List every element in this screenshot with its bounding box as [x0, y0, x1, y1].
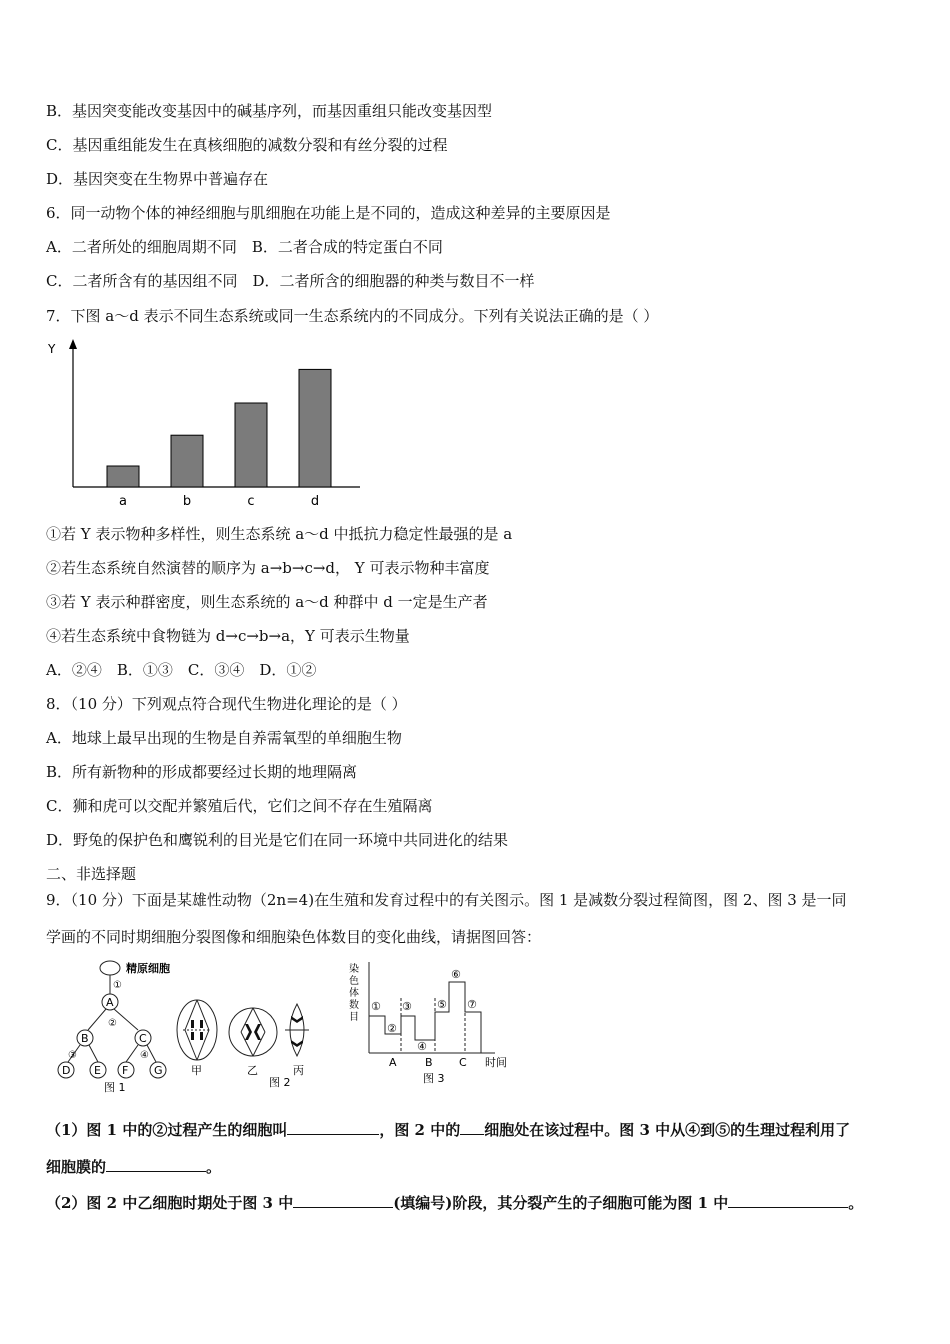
fig1-step-4: ④	[140, 1050, 149, 1061]
x-tick-d: d	[310, 494, 320, 509]
fig1-top-label: 精原细胞	[126, 962, 170, 975]
q9-p2-part2: (填编号)阶段，其分裂产生的子细胞可能为图 1 中	[393, 1194, 729, 1212]
fig3-stage-6: ⑥	[451, 968, 461, 981]
answer-blank-3[interactable]	[106, 1157, 206, 1172]
answer-blank-4[interactable]	[293, 1193, 393, 1208]
q7-statement-1: ①若 Y 表示物种多样性，则生态系统 a～d 中抵抗力稳定性最强的是 a	[46, 525, 513, 543]
q9-p1-part1: （1）图 1 中的②过程产生的细胞叫	[46, 1121, 288, 1139]
fig3-stage-2: ②	[387, 1022, 397, 1035]
fig1-step-3: ③	[68, 1050, 77, 1061]
q5-option-c: C．基因重组能发生在真核细胞的减数分裂和有丝分裂的过程	[46, 136, 448, 154]
q7-bar-chart	[40, 335, 370, 515]
fig3-stage-4: ④	[417, 1040, 427, 1053]
q9-p2-end: 。	[848, 1194, 864, 1212]
figure-1-meiosis-diagram	[52, 958, 172, 1093]
q5-option-d: D．基因突变在生物界中普遍存在	[46, 170, 269, 188]
q9-stem-line1: 9．（10 分）下面是某雄性动物（2n=4)在生殖和发育过程中的有关图示。图 1 是减数分裂过程简图，图 2、图 3 是一同	[46, 891, 847, 909]
q9-p1-part2: ，图 2 中的	[379, 1121, 461, 1139]
fig1-step-1: ①	[113, 980, 122, 991]
q8-option-c: C．狮和虎可以交配并繁殖后代，它们之间不存在生殖隔离	[46, 797, 433, 815]
answer-blank-5[interactable]	[728, 1193, 848, 1208]
fig1-step-2: ②	[108, 1018, 117, 1029]
fig2-label-jia: 甲	[191, 1064, 202, 1077]
x-tick-a: a	[119, 494, 127, 509]
q7-statement-4: ④若生态系统中食物链为 d→c→b→a，Y 可表示生物量	[46, 627, 410, 645]
answer-blank-2[interactable]	[460, 1120, 484, 1135]
fig1-node-d: D	[62, 1064, 71, 1077]
fig1-node-b: B	[81, 1032, 89, 1045]
q7-options: A．②④ B．①③ C．③④ D．①②	[46, 661, 317, 679]
fig2-label-yi: 乙	[247, 1064, 258, 1077]
q8-option-a: A．地球上最早出现的生物是自养需氧型的单细胞生物	[46, 729, 402, 747]
x-tick-b: b	[182, 494, 192, 509]
q6-stem: 6．同一动物个体的神经细胞与肌细胞在功能上是不同的，造成这种差异的主要原因是	[46, 204, 611, 222]
q7-stem: 7．下图 a～d 表示不同生态系统或同一生态系统内的不同成分。下列有关说法正确的是（ ）	[46, 307, 659, 325]
bar-b	[171, 435, 203, 487]
fig3-xtick-a: A	[389, 1056, 397, 1069]
q8-option-d: D．野兔的保护色和鹰锐利的目光是它们在同一环境中共同进化的结果	[46, 831, 509, 849]
fig3-stage-5: ⑤	[437, 998, 447, 1011]
fig1-node-a: A	[106, 996, 114, 1009]
fig1-caption: 图 1	[104, 1081, 126, 1093]
fig3-y-label: 染色体数目	[349, 964, 359, 1023]
q9-p2-part1: （2）图 2 中乙细胞时期处于图 3 中	[46, 1194, 294, 1212]
fig1-node-g: G	[154, 1064, 163, 1077]
section-heading: 二、非选择题	[46, 865, 137, 883]
fig3-x-label: 时间	[485, 1056, 507, 1069]
fig2-caption: 图 2	[269, 1076, 291, 1089]
fig3-xtick-c: C	[459, 1056, 467, 1069]
fig3-caption: 图 3	[423, 1072, 445, 1085]
bar-d	[299, 369, 331, 487]
fig3-xtick-b: B	[425, 1056, 433, 1069]
fig3-stage-7: ⑦	[467, 998, 477, 1011]
fig1-node-f: F	[122, 1064, 129, 1077]
fig3-stage-1: ①	[371, 1000, 381, 1013]
q6-options-cd: C．二者所含有的基因组不同 D．二者所含的细胞器的种类与数目不一样	[46, 272, 535, 290]
fig2-label-bing: 丙	[293, 1064, 304, 1077]
q5-option-b: B．基因突变能改变基因中的碱基序列，而基因重组只能改变基因型	[46, 102, 493, 120]
q7-statement-2: ②若生态系统自然演替的顺序为 a→b→c→d， Y 可表示物种丰富度	[46, 559, 490, 577]
q6-options-ab: A．二者所处的细胞周期不同 B．二者合成的特定蛋白不同	[46, 238, 443, 256]
q7-statement-3: ③若 Y 表示种群密度，则生态系统的 a～d 种群中 d 一定是生产者	[46, 593, 488, 611]
bar-a	[107, 466, 139, 487]
q9-p1-end: 。	[206, 1158, 222, 1176]
q9-p1-line2: 细胞膜的	[46, 1158, 107, 1176]
q9-p1-part3: 细胞处在该过程中。图 3 中从④到⑤的生理过程利用了	[484, 1121, 851, 1139]
figure-3-chromosome-curve	[345, 958, 525, 1088]
q8-stem: 8．（10 分）下列观点符合现代生物进化理论的是（ ）	[46, 695, 407, 713]
fig3-stage-3: ③	[402, 1000, 412, 1013]
bar-c	[235, 403, 267, 487]
answer-blank-1[interactable]	[287, 1120, 379, 1135]
fig1-node-e: E	[94, 1064, 101, 1077]
fig1-node-c: C	[139, 1032, 147, 1045]
y-axis-label: Y	[48, 342, 56, 356]
q8-option-b: B．所有新物种的形成都要经过长期的地理隔离	[46, 763, 358, 781]
x-tick-c: c	[247, 494, 255, 509]
q9-stem-line2: 学画的不同时期细胞分裂图像和细胞染色体数目的变化曲线，请据图回答：	[46, 928, 542, 946]
figure-2-cell-division	[175, 990, 335, 1090]
